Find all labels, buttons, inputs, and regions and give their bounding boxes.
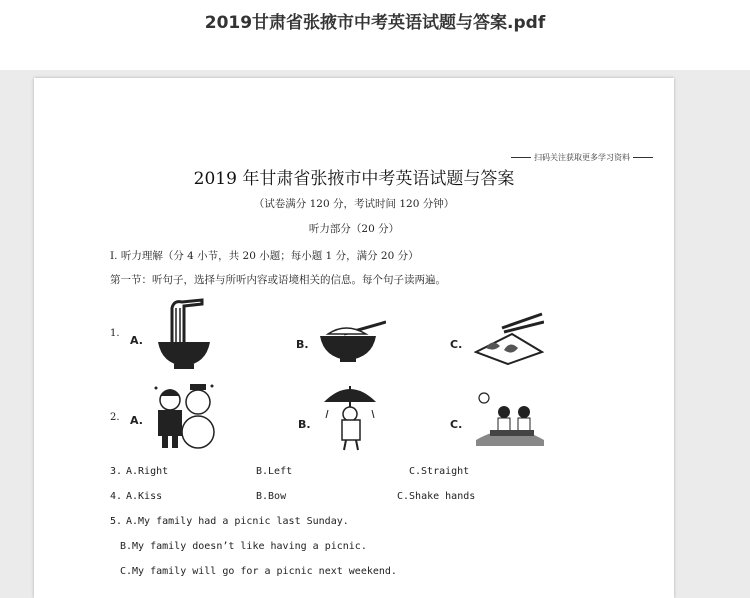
question-number: 3. <box>110 466 123 477</box>
option-label: A. <box>130 414 143 427</box>
question-number: 4. <box>110 491 123 502</box>
section-instruction: 第一节：听句子，选择与所听内容或语境相关的信息。每个句子读两遍。 <box>110 274 446 286</box>
exam-title: 2019 年甘肃省张掖市中考英语试题与答案 <box>193 169 515 189</box>
option-text: A.Kiss <box>126 491 163 502</box>
option-text: C.My family will go for a picnic next weekend. <box>120 566 397 577</box>
option-label: C. <box>450 418 463 431</box>
qr-note: 扫码关注获取更多学习资料 <box>508 152 656 163</box>
question-number: 1. <box>110 328 120 339</box>
option-text: C.Straight <box>409 466 470 477</box>
snowman-icon <box>152 378 220 450</box>
option-text: A.Right <box>126 466 169 477</box>
option-text: B.Bow <box>256 491 287 502</box>
option-text: B.Left <box>256 466 293 477</box>
section-heading: I. 听力理解（分 4 小节，共 20 小题；每小题 1 分，满分 20 分） <box>110 250 419 262</box>
exam-subtitle: （试卷满分 120 分，考试时间 120 分钟） <box>253 198 455 210</box>
umbrella-rain-icon <box>320 380 380 452</box>
option-label: A. <box>130 334 143 347</box>
question-number: 2. <box>110 412 120 423</box>
option-text: A.My family had a picnic last Sunday. <box>126 516 349 527</box>
option-text: C.Shake hands <box>397 491 476 502</box>
rice-bowl-icon <box>314 318 386 364</box>
picnic-icon <box>474 390 546 446</box>
option-label: B. <box>298 418 311 431</box>
option-text: B.My family doesn’t like having a picnic. <box>120 541 367 552</box>
document-title: 2019甘肃省张掖市中考英语试题与答案.pdf <box>204 13 546 33</box>
option-label: C. <box>450 338 463 351</box>
listening-part-heading: 听力部分（20 分） <box>308 223 400 235</box>
question-number: 5. <box>110 516 123 527</box>
noodle-bowl-icon <box>154 298 214 370</box>
viewer-header <box>0 0 750 70</box>
dumplings-icon <box>474 308 544 366</box>
pdf-page <box>34 78 674 598</box>
option-label: B. <box>296 338 309 351</box>
